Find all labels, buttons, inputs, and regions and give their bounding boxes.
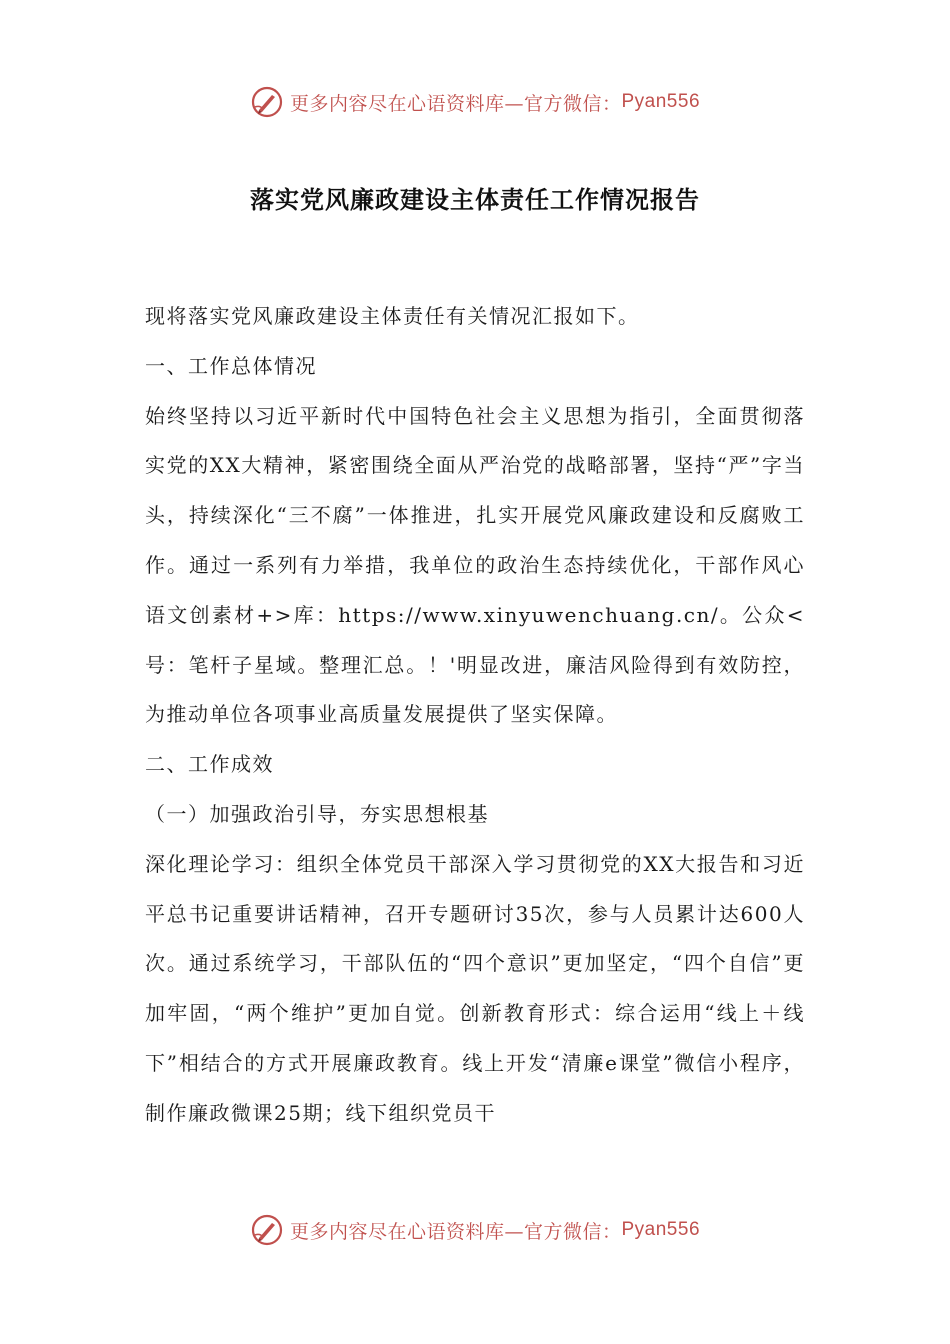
pen-circle-logo-icon [250, 1213, 284, 1247]
banner-contact: Pyan556 [621, 1219, 701, 1240]
banner-text: 更多内容尽在心语资料库—官方微信： [289, 92, 622, 115]
document-title: 落实党风廉政建设主体责任工作情况报告 [250, 185, 700, 214]
footer-banner [0, 1208, 950, 1252]
section-heading-1: 一、工作总体情况 [145, 353, 317, 378]
document-body [145, 292, 805, 1139]
body-paragraph: 始终坚持以习近平新时代中国特色社会主义思想为指引，全面贯彻落实党的XX大精神，紧密围绕全面从严治党的战略部署，坚持“严”字当头，持续深化“三不腐”一体推进，扎实开展党风廉政建设和反腐败工作。通过一系列有力举措，我单位的政治生态持续优化，干部作风心语文创素材+>库：https://www.xinyuwenchuang.cn/。公众<号：笔杆子星域。整理汇总。！'明显改进，廉洁风险得到有效防控，为推动单位各项事业高质量发展提供了坚实保障。 [145, 403, 805, 727]
section-heading-2: 二、工作成效 [145, 752, 274, 777]
banner-text: 更多内容尽在心语资料库—官方微信： [289, 1220, 622, 1243]
header-banner [0, 80, 950, 124]
subsection-heading-1: （一）加强政治引导，夯实思想根基 [145, 801, 489, 826]
pen-circle-logo-icon [250, 85, 284, 119]
body-paragraph: 深化理论学习：组织全体党员干部深入学习贯彻党的XX大报告和习近平总书记重要讲话精神，召开专题研讨35次，参与人员累计达600人次。通过系统学习，干部队伍的“四个意识”更加坚定，“四个自信”更加牢固，“两个维护”更加自觉。创新教育形式：综合运用“线上＋线下”相结合的方式开展廉政教育。线上开发“清廉e课堂”微信小程序，制作廉政微课25期；线下组织党员干 [145, 851, 805, 1125]
intro-paragraph: 现将落实党风廉政建设主体责任有关情况汇报如下。 [145, 304, 640, 328]
banner-contact: Pyan556 [621, 91, 701, 112]
